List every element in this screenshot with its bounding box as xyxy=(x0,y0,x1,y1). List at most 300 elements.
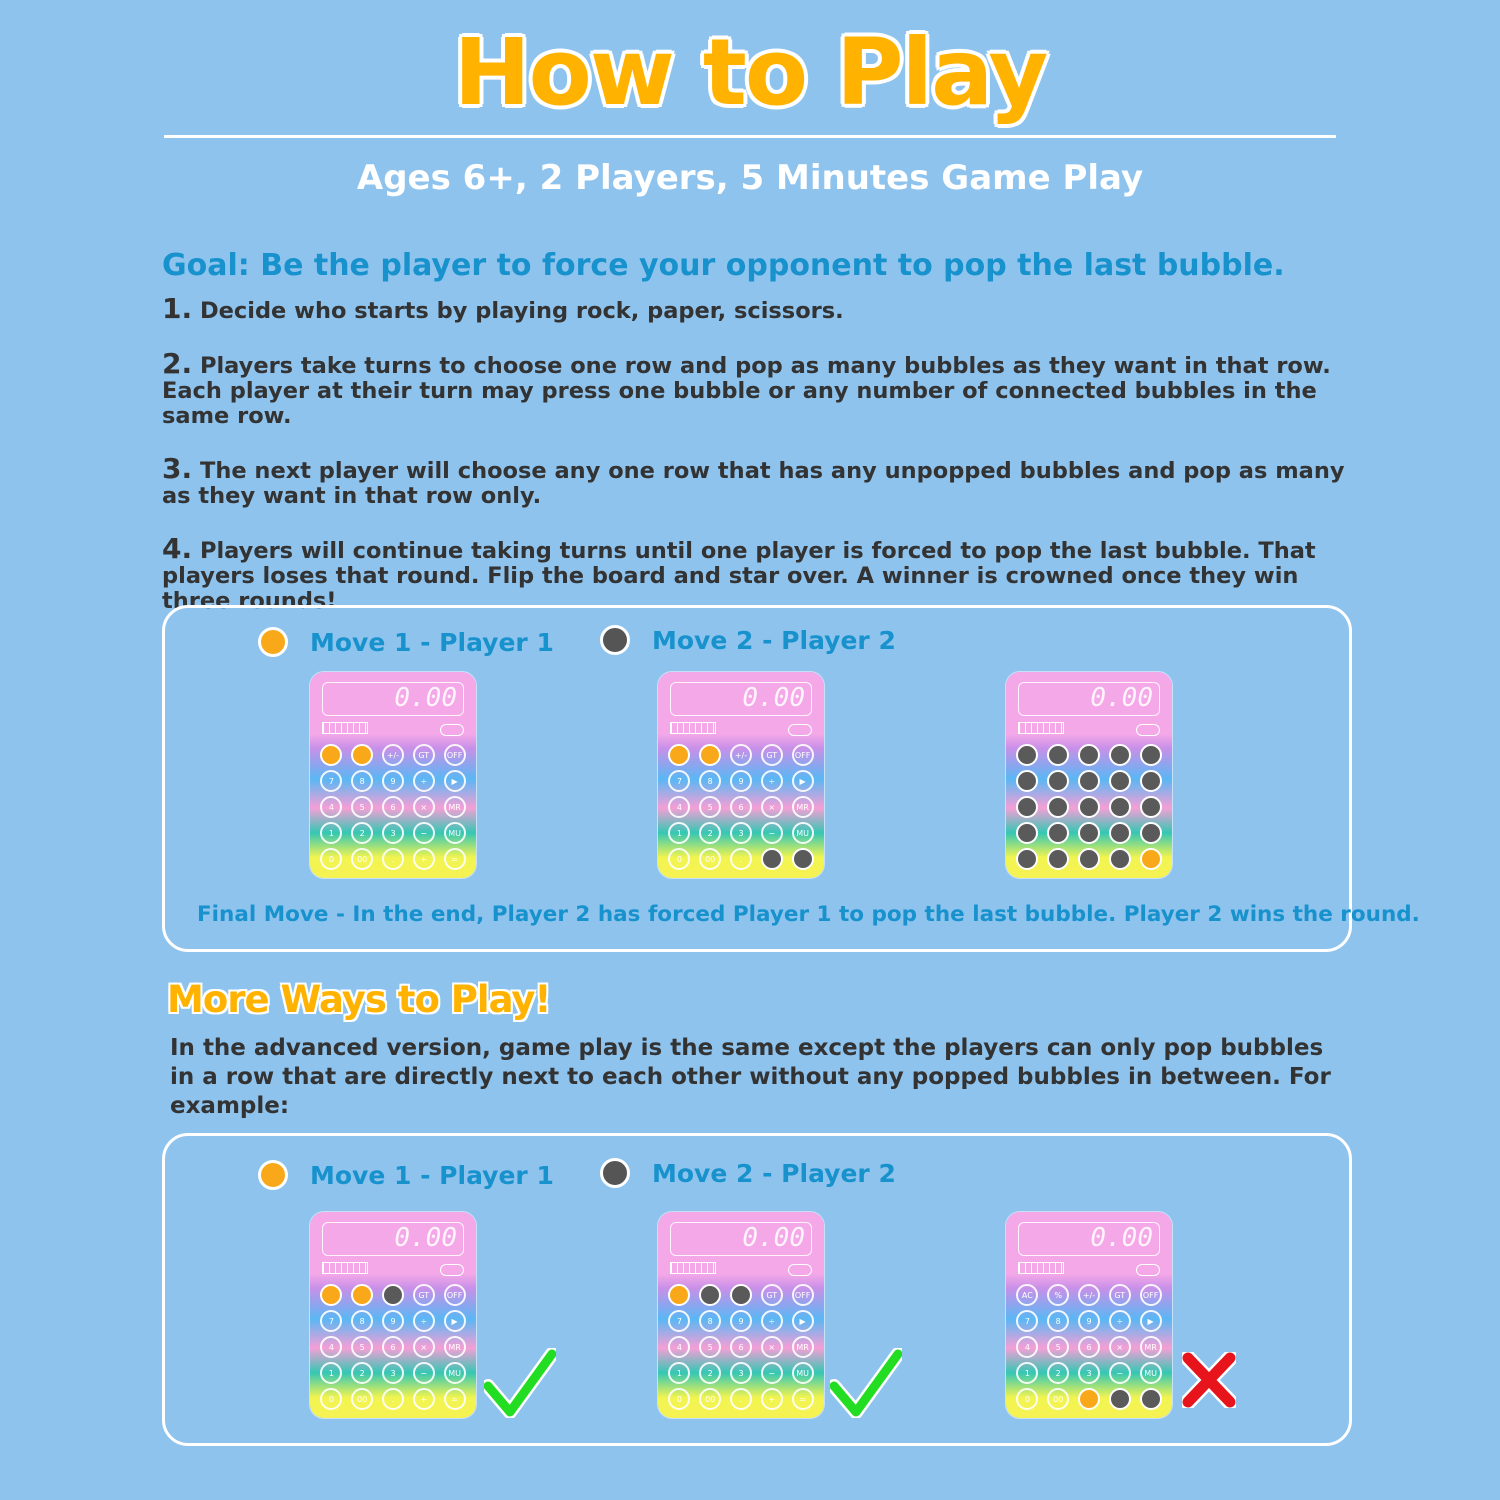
bubble-key: . xyxy=(730,848,752,870)
switch-icon xyxy=(1136,1264,1160,1276)
bubble-cell xyxy=(408,1360,439,1386)
bubble-key: 9 xyxy=(730,770,752,792)
bubble-key: ▶ xyxy=(792,1310,814,1332)
bubble-cell xyxy=(1012,768,1043,794)
x-icon xyxy=(1182,1352,1236,1408)
popped-bubble-player-2 xyxy=(1109,744,1131,766)
rule-item xyxy=(162,532,1362,614)
bubble-cell xyxy=(787,1282,818,1308)
rule-number: 3. xyxy=(162,452,193,485)
bubble-cell xyxy=(664,846,695,872)
bubble-key: 3 xyxy=(730,1362,752,1384)
pop-calculator-board xyxy=(1006,1212,1172,1418)
pop-calculator-board xyxy=(658,1212,824,1418)
bubble-cell xyxy=(1012,846,1043,872)
bubble-cell xyxy=(1135,1386,1166,1412)
bubble-key: ▶ xyxy=(1140,1310,1162,1332)
popped-bubble-player-1 xyxy=(668,1284,690,1306)
bubble-key: 7 xyxy=(668,770,690,792)
bubble-cell xyxy=(1043,742,1074,768)
popped-bubble-player-1 xyxy=(320,1284,342,1306)
bubble-cell xyxy=(439,1282,470,1308)
solar-panel xyxy=(670,722,716,734)
bubble-cell xyxy=(1074,1386,1105,1412)
bubble-cell xyxy=(347,742,378,768)
bubble-cell xyxy=(756,1282,787,1308)
bubble-key: 4 xyxy=(668,1336,690,1358)
bubble-cell xyxy=(316,1334,347,1360)
popped-bubble-player-2 xyxy=(792,848,814,870)
bubble-cell xyxy=(1074,1360,1105,1386)
bubble-key: 4 xyxy=(320,1336,342,1358)
legend-player-2 xyxy=(600,1158,896,1188)
bubble-cell xyxy=(378,846,409,872)
bubble-cell xyxy=(1104,1386,1135,1412)
popped-bubble-player-2 xyxy=(1109,1388,1131,1410)
bubble-key: 8 xyxy=(351,1310,373,1332)
bubble-cell xyxy=(726,794,757,820)
bubble-cell xyxy=(1074,820,1105,846)
player-2-dot-icon xyxy=(600,625,630,655)
bubble-cell xyxy=(787,742,818,768)
bubble-key: + xyxy=(413,848,435,870)
calculator-display: 0.00 xyxy=(1018,1222,1160,1256)
bubble-cell xyxy=(1104,820,1135,846)
bubble-cell xyxy=(347,846,378,872)
bubble-key: 9 xyxy=(382,1310,404,1332)
bubble-key: 5 xyxy=(1047,1336,1069,1358)
bubble-cell xyxy=(1012,1308,1043,1334)
bubble-key: 3 xyxy=(382,822,404,844)
bubble-key: OFF xyxy=(792,1284,814,1306)
bubble-cell xyxy=(1104,846,1135,872)
check-icon xyxy=(484,1348,556,1418)
bubble-key: OFF xyxy=(444,744,466,766)
bubble-cell xyxy=(378,1308,409,1334)
bubble-cell xyxy=(1012,820,1043,846)
bubble-cell xyxy=(726,1282,757,1308)
more-ways-text: In the advanced version, game play is the same except the players can only pop bubbles in a row that are directly next to each other without any popped bubbles in between. For example: xyxy=(170,1035,1331,1119)
bubble-key: 0 xyxy=(320,848,342,870)
bubble-cell xyxy=(695,1360,726,1386)
bubble-cell xyxy=(1074,1282,1105,1308)
bubble-key: ▶ xyxy=(444,1310,466,1332)
bubble-cell xyxy=(1135,1334,1166,1360)
bubble-key: +/- xyxy=(1078,1284,1100,1306)
bubble-cell xyxy=(787,846,818,872)
bubble-cell xyxy=(316,846,347,872)
rules-list xyxy=(162,292,1362,641)
bubble-cell xyxy=(695,820,726,846)
popped-bubble-player-2 xyxy=(1078,770,1100,792)
rule-text: Players will continue taking turns until one player is forced to pop the last bubble. That players loses that round. Flip the board and star over. A winner is crowned once they win three rounds! xyxy=(162,538,1316,614)
popped-bubble-player-2 xyxy=(1078,744,1100,766)
bubble-key: 6 xyxy=(382,796,404,818)
bubble-key: MU xyxy=(444,1362,466,1384)
bubble-cell xyxy=(1104,794,1135,820)
bubble-cell xyxy=(347,1386,378,1412)
bubble-cell xyxy=(1104,768,1135,794)
popped-bubble-player-2 xyxy=(1047,744,1069,766)
bubble-cell xyxy=(664,742,695,768)
bubble-cell xyxy=(787,1334,818,1360)
calculator-display: 0.00 xyxy=(670,682,812,716)
bubble-cell xyxy=(1012,1282,1043,1308)
pop-calculator-board xyxy=(310,672,476,878)
bubble-key: 2 xyxy=(351,1362,373,1384)
rule-number: 4. xyxy=(162,532,193,565)
bubble-cell xyxy=(756,846,787,872)
bubble-key: = xyxy=(444,1388,466,1410)
bubble-cell xyxy=(664,820,695,846)
solar-panel xyxy=(1018,1262,1064,1274)
bubble-cell xyxy=(316,742,347,768)
bubble-cell xyxy=(695,1308,726,1334)
bubble-key: +/- xyxy=(382,744,404,766)
bubble-key: 6 xyxy=(1078,1336,1100,1358)
legend-label: Move 2 - Player 2 xyxy=(652,625,896,655)
popped-bubble-player-2 xyxy=(1140,744,1162,766)
bubble-cell xyxy=(439,1386,470,1412)
bubble-key: − xyxy=(761,1362,783,1384)
bubble-key: MR xyxy=(1140,1336,1162,1358)
more-ways-title: More Ways to Play! xyxy=(167,978,551,1021)
bubble-key: × xyxy=(761,1336,783,1358)
bubble-key: 2 xyxy=(699,1362,721,1384)
bubble-cell xyxy=(347,768,378,794)
bubble-cell xyxy=(1043,1386,1074,1412)
calculator-display: 0.00 xyxy=(322,1222,464,1256)
solar-panel xyxy=(322,1262,368,1274)
bubble-cell xyxy=(1012,1360,1043,1386)
bubble-cell xyxy=(1135,820,1166,846)
bubble-key: 00 xyxy=(699,1388,721,1410)
bubble-key: 9 xyxy=(1078,1310,1100,1332)
switch-icon xyxy=(788,1264,812,1276)
bubble-cell xyxy=(787,1386,818,1412)
bubble-cell xyxy=(316,820,347,846)
switch-icon xyxy=(788,724,812,736)
solar-panel xyxy=(322,722,368,734)
legend-player-2 xyxy=(600,625,896,655)
bubble-key: ÷ xyxy=(761,1310,783,1332)
popped-bubble-player-2 xyxy=(382,1284,404,1306)
bubble-cell xyxy=(316,1308,347,1334)
bubble-key: 0 xyxy=(320,1388,342,1410)
bubble-cell xyxy=(1135,1308,1166,1334)
bubble-cell xyxy=(756,1386,787,1412)
bubble-key: − xyxy=(761,822,783,844)
bubble-key: GT xyxy=(413,744,435,766)
popped-bubble-player-2 xyxy=(1140,822,1162,844)
bubble-cell xyxy=(378,794,409,820)
bubble-cell xyxy=(756,794,787,820)
bubble-cell xyxy=(726,820,757,846)
bubble-key: 3 xyxy=(1078,1362,1100,1384)
bubble-key: ÷ xyxy=(413,1310,435,1332)
popped-bubble-player-2 xyxy=(1047,770,1069,792)
bubble-key: 9 xyxy=(382,770,404,792)
rule-number: 1. xyxy=(162,292,193,325)
pop-calculator-board xyxy=(310,1212,476,1418)
bubble-cell xyxy=(1012,1386,1043,1412)
bubble-key: ÷ xyxy=(413,770,435,792)
goal-text: Goal: Be the player to force your opponent to pop the last bubble. xyxy=(162,248,1285,283)
popped-bubble-player-2 xyxy=(1109,848,1131,870)
bubble-key: 0 xyxy=(1016,1388,1038,1410)
bubble-cell xyxy=(408,1334,439,1360)
bubble-grid xyxy=(316,1282,470,1412)
legend-label: Move 1 - Player 1 xyxy=(310,1160,554,1190)
bubble-cell xyxy=(756,1334,787,1360)
bubble-key: 00 xyxy=(351,1388,373,1410)
bubble-cell xyxy=(756,1360,787,1386)
bubble-cell xyxy=(347,1360,378,1386)
bubble-key: +/- xyxy=(730,744,752,766)
bubble-cell xyxy=(1043,768,1074,794)
bubble-cell xyxy=(378,1386,409,1412)
bubble-key: 4 xyxy=(1016,1336,1038,1358)
bubble-cell xyxy=(1074,846,1105,872)
popped-bubble-player-1 xyxy=(1078,1388,1100,1410)
popped-bubble-player-2 xyxy=(1140,1388,1162,1410)
bubble-key: × xyxy=(761,796,783,818)
bubble-key: . xyxy=(730,1388,752,1410)
bubble-cell xyxy=(664,1386,695,1412)
bubble-key: OFF xyxy=(1140,1284,1162,1306)
bubble-cell xyxy=(664,1334,695,1360)
bubble-cell xyxy=(664,768,695,794)
switch-icon xyxy=(440,724,464,736)
bubble-key: 7 xyxy=(320,1310,342,1332)
rule-item xyxy=(162,292,1362,325)
bubble-grid xyxy=(664,742,818,872)
title-divider xyxy=(164,135,1336,138)
bubble-cell xyxy=(1135,1360,1166,1386)
bubble-cell xyxy=(695,846,726,872)
popped-bubble-player-2 xyxy=(1109,796,1131,818)
bubble-cell xyxy=(439,768,470,794)
bubble-cell xyxy=(756,742,787,768)
rule-text: Decide who starts by playing rock, paper, scissors. xyxy=(199,298,844,324)
bubble-key: 7 xyxy=(1016,1310,1038,1332)
popped-bubble-player-2 xyxy=(761,848,783,870)
bubble-grid xyxy=(664,1282,818,1412)
bubble-key: 4 xyxy=(320,796,342,818)
bubble-cell xyxy=(787,768,818,794)
switch-icon xyxy=(1136,724,1160,736)
bubble-cell xyxy=(316,1360,347,1386)
bubble-key: ▶ xyxy=(444,770,466,792)
bubble-cell xyxy=(347,794,378,820)
bubble-key: MR xyxy=(792,796,814,818)
bubble-key: MR xyxy=(792,1336,814,1358)
bubble-cell xyxy=(316,768,347,794)
bubble-key: MU xyxy=(792,822,814,844)
bubble-key: + xyxy=(413,1388,435,1410)
bubble-cell xyxy=(1135,1282,1166,1308)
bubble-cell xyxy=(408,794,439,820)
bubble-cell xyxy=(664,794,695,820)
popped-bubble-player-1 xyxy=(668,744,690,766)
bubble-key: 6 xyxy=(730,1336,752,1358)
bubble-key: 1 xyxy=(1016,1362,1038,1384)
rule-item xyxy=(162,347,1362,429)
rule-text: Players take turns to choose one row and pop as many bubbles as they want in that row. Each player at their turn may press one bubble or any number of connected bubbles in the same row. xyxy=(162,353,1331,429)
bubble-cell xyxy=(1043,1360,1074,1386)
legend-label: Move 1 - Player 1 xyxy=(310,627,554,657)
bubble-key: + xyxy=(761,1388,783,1410)
bubble-key: × xyxy=(413,796,435,818)
bubble-key: GT xyxy=(1109,1284,1131,1306)
bubble-key: GT xyxy=(761,744,783,766)
bubble-cell xyxy=(408,768,439,794)
bubble-cell xyxy=(378,1282,409,1308)
bubble-key: . xyxy=(382,1388,404,1410)
bubble-key: 00 xyxy=(699,848,721,870)
bubble-cell xyxy=(1074,742,1105,768)
bubble-key: 1 xyxy=(320,822,342,844)
bubble-key: 4 xyxy=(668,796,690,818)
bubble-key: 7 xyxy=(320,770,342,792)
bubble-key: 5 xyxy=(699,796,721,818)
bubble-cell xyxy=(695,742,726,768)
bubble-cell xyxy=(1043,1334,1074,1360)
bubble-cell xyxy=(664,1282,695,1308)
bubble-key: 5 xyxy=(699,1336,721,1358)
bubble-cell xyxy=(1104,1282,1135,1308)
calculator-display: 0.00 xyxy=(1018,682,1160,716)
popped-bubble-player-1 xyxy=(320,744,342,766)
bubble-cell xyxy=(726,1360,757,1386)
bubble-cell xyxy=(664,1308,695,1334)
bubble-cell xyxy=(408,820,439,846)
switch-icon xyxy=(440,1264,464,1276)
bubble-cell xyxy=(1135,846,1166,872)
bubble-grid xyxy=(1012,1282,1166,1412)
bubble-key: 8 xyxy=(699,770,721,792)
bubble-cell xyxy=(1012,794,1043,820)
bubble-cell xyxy=(664,1360,695,1386)
bubble-key: MU xyxy=(792,1362,814,1384)
bubble-cell xyxy=(1135,768,1166,794)
pop-calculator-board xyxy=(658,672,824,878)
bubble-key: − xyxy=(413,1362,435,1384)
popped-bubble-player-2 xyxy=(1016,822,1038,844)
bubble-cell xyxy=(787,820,818,846)
bubble-cell xyxy=(439,820,470,846)
bubble-cell xyxy=(756,820,787,846)
bubble-key: 00 xyxy=(351,848,373,870)
bubble-cell xyxy=(726,846,757,872)
popped-bubble-player-2 xyxy=(1109,770,1131,792)
bubble-key: MU xyxy=(1140,1362,1162,1384)
bubble-key: × xyxy=(1109,1336,1131,1358)
popped-bubble-player-1 xyxy=(351,1284,373,1306)
bubble-cell xyxy=(1043,820,1074,846)
popped-bubble-player-2 xyxy=(1016,744,1038,766)
bubble-cell xyxy=(1012,1334,1043,1360)
legend-player-1 xyxy=(258,1160,554,1190)
bubble-key: 2 xyxy=(351,822,373,844)
bubble-cell xyxy=(378,1360,409,1386)
bubble-cell xyxy=(1104,742,1135,768)
bubble-key: . xyxy=(382,848,404,870)
popped-bubble-player-2 xyxy=(1047,796,1069,818)
bubble-key: = xyxy=(792,1388,814,1410)
bubble-cell xyxy=(316,1386,347,1412)
bubble-key: 8 xyxy=(1047,1310,1069,1332)
bubble-key: − xyxy=(1109,1362,1131,1384)
bubble-key: MR xyxy=(444,1336,466,1358)
bubble-cell xyxy=(439,742,470,768)
bubble-cell xyxy=(695,794,726,820)
bubble-cell xyxy=(1074,768,1105,794)
rule-number: 2. xyxy=(162,347,193,380)
popped-bubble-player-2 xyxy=(1078,848,1100,870)
bubble-cell xyxy=(787,1360,818,1386)
popped-bubble-player-2 xyxy=(1109,822,1131,844)
bubble-key: OFF xyxy=(792,744,814,766)
bubble-key: 8 xyxy=(351,770,373,792)
bubble-cell xyxy=(439,794,470,820)
bubble-cell xyxy=(1104,1360,1135,1386)
bubble-key: 6 xyxy=(382,1336,404,1358)
bubble-key: GT xyxy=(761,1284,783,1306)
bubble-key: 2 xyxy=(699,822,721,844)
bubble-cell xyxy=(378,820,409,846)
bubble-cell xyxy=(347,1282,378,1308)
popped-bubble-player-2 xyxy=(730,1284,752,1306)
final-move-caption: Final Move - In the end, Player 2 has forced Player 1 to pop the last bubble. Player 2 wins the round. xyxy=(197,902,1420,927)
bubble-cell xyxy=(695,768,726,794)
bubble-cell xyxy=(316,794,347,820)
bubble-cell xyxy=(378,1334,409,1360)
bubble-cell xyxy=(408,846,439,872)
popped-bubble-player-2 xyxy=(1047,848,1069,870)
bubble-cell xyxy=(726,1308,757,1334)
calculator-display: 0.00 xyxy=(670,1222,812,1256)
bubble-key: 0 xyxy=(668,848,690,870)
popped-bubble-player-2 xyxy=(1078,822,1100,844)
bubble-key: = xyxy=(444,848,466,870)
bubble-cell xyxy=(1104,1334,1135,1360)
bubble-cell xyxy=(695,1282,726,1308)
bubble-cell xyxy=(1074,794,1105,820)
bubble-cell xyxy=(787,794,818,820)
popped-bubble-player-2 xyxy=(1047,822,1069,844)
bubble-cell xyxy=(1135,794,1166,820)
bubble-cell xyxy=(347,1308,378,1334)
bubble-cell xyxy=(1135,742,1166,768)
popped-bubble-player-2 xyxy=(1140,796,1162,818)
page-title: How to Play xyxy=(453,19,1047,126)
solar-panel xyxy=(1018,722,1064,734)
bubble-cell xyxy=(1043,1282,1074,1308)
bubble-cell xyxy=(1043,1308,1074,1334)
popped-bubble-player-1 xyxy=(699,744,721,766)
bubble-key: 0 xyxy=(668,1388,690,1410)
popped-bubble-player-2 xyxy=(1016,770,1038,792)
legend-player-1 xyxy=(258,627,554,657)
bubble-key: ÷ xyxy=(761,770,783,792)
bubble-cell xyxy=(726,1334,757,1360)
bubble-cell xyxy=(439,1360,470,1386)
bubble-cell xyxy=(347,820,378,846)
solar-panel xyxy=(670,1262,716,1274)
bubble-key: 8 xyxy=(699,1310,721,1332)
popped-bubble-player-2 xyxy=(1016,848,1038,870)
